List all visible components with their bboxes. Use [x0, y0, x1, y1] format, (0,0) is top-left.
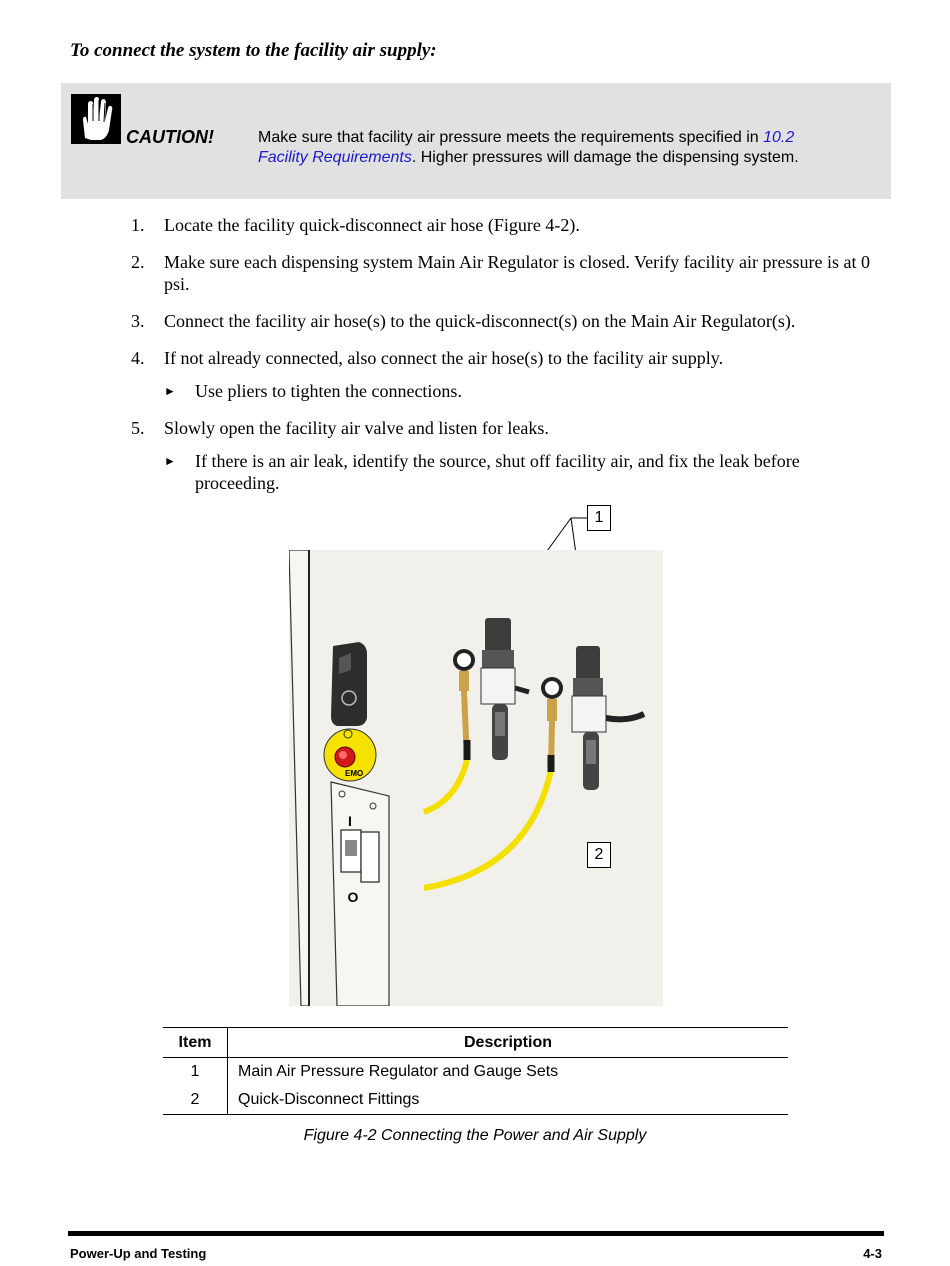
step-number: 4. [131, 348, 145, 368]
footer-page-number: 4-3 [863, 1246, 882, 1261]
step-number: 3. [131, 311, 145, 331]
caution-text-before: Make sure that facility air pressure meets the requirements specified in [258, 129, 764, 146]
step-text: Make sure each dispensing system Main Air Regulator is closed. Verify facility air pressure is at 0 psi. [164, 252, 870, 294]
substep-text: If there is an air leak, identify the source, shut off facility air, and fix the leak before proceeding. [195, 451, 800, 493]
caution-text-after: . Higher pressures will damage the dispensing system. [411, 149, 799, 166]
table-row [163, 1086, 788, 1115]
header-description: Description [228, 1028, 789, 1058]
figure-air-connections [289, 550, 663, 1006]
item-description-table [163, 1027, 788, 1115]
step-number: 2. [131, 252, 145, 272]
switch-off-label: O [347, 889, 359, 905]
substep-text: Use pliers to tighten the connections. [195, 381, 462, 401]
step-text: Slowly open the facility air valve and listen for leaks. [164, 418, 549, 438]
step-text: If not already connected, also connect the air hose(s) to the facility air supply. [164, 348, 724, 368]
table-row [163, 1058, 788, 1087]
bullet-icon: ► [164, 384, 176, 398]
facility-requirements-link[interactable]: 10.2 Facility Requirements [258, 129, 795, 166]
header-item: Item [163, 1028, 228, 1058]
step-text: Locate the facility quick-disconnect air hose (Figure 4-2). [164, 215, 580, 235]
figure-caption: Figure 4-2 Connecting the Power and Air Supply [303, 1127, 647, 1144]
item-number: 1 [163, 1058, 228, 1087]
footer-section-title: Power-Up and Testing [70, 1246, 207, 1261]
item-number: 2 [163, 1086, 228, 1115]
switch-on-label: I [348, 813, 352, 829]
step-number: 5. [131, 418, 145, 438]
caution-label: CAUTION! [126, 127, 214, 147]
item-description: Quick-Disconnect Fittings [228, 1086, 789, 1115]
callout-2: 2 [587, 842, 611, 868]
emo-label: EMO [345, 769, 364, 778]
item-description: Main Air Pressure Regulator and Gauge Sets [238, 1063, 559, 1080]
footer-rule [68, 1231, 884, 1236]
step-number: 1. [131, 215, 145, 235]
bullet-icon: ► [164, 454, 176, 468]
table-header-row [163, 1028, 788, 1058]
callout-1: 1 [587, 505, 611, 531]
step-text: Connect the facility air hose(s) to the quick-disconnect(s) on the Main Air Regulator(s). [164, 311, 796, 331]
section-heading: To connect the system to the facility air supply: [70, 40, 437, 61]
